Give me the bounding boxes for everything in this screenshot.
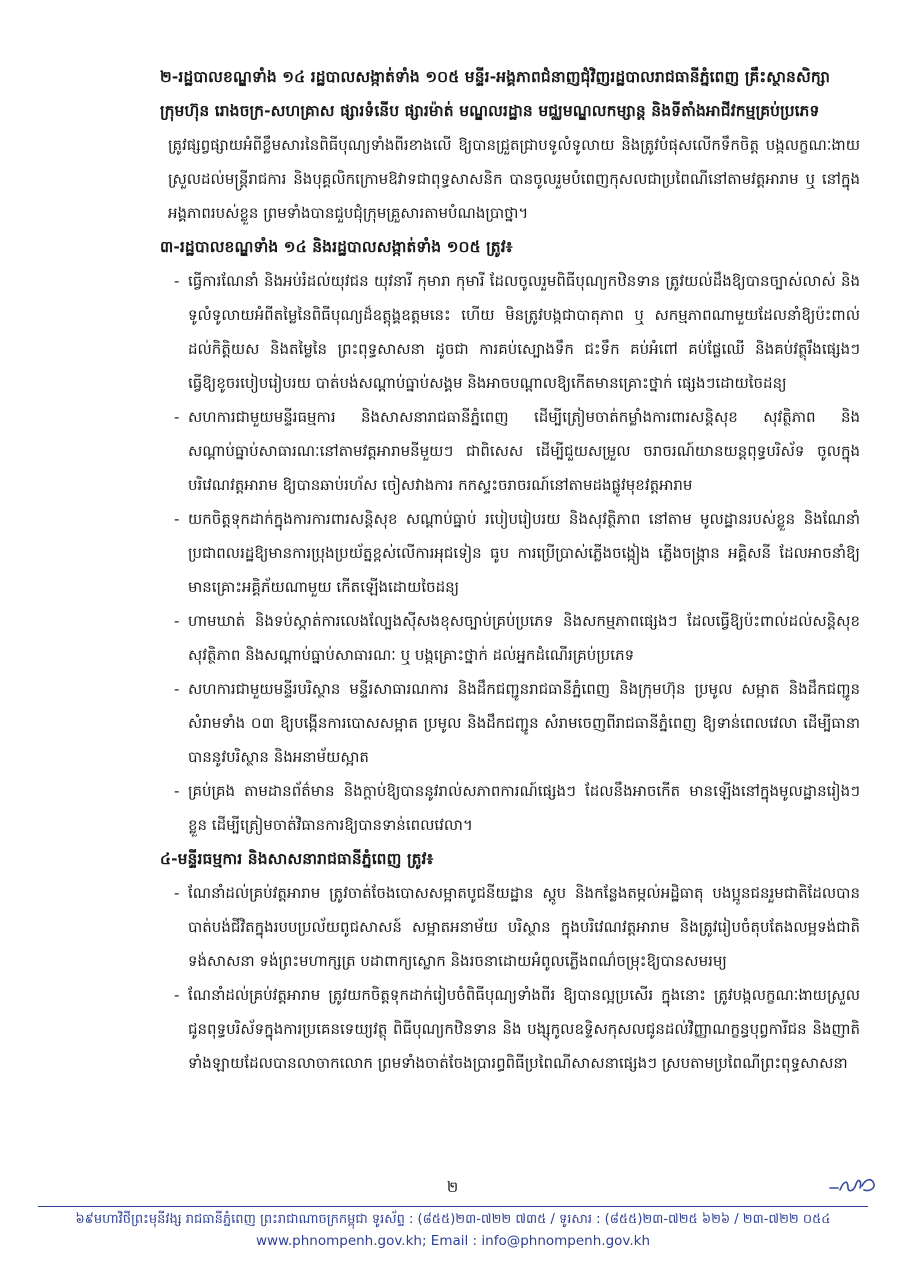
bullet-dash: - <box>174 612 180 630</box>
bullet-text: គ្រប់គ្រង តាមដានព័ត៌មាន និងក្តាប់ឱ្យបាននូវរាល់សភាពការណ៍ផ្សេងៗ ដែលនឹងអាចកើត មានឡើងនៅក្នុងមូលដ្ឋានរៀងៗខ្លួន ដើម្បីត្រៀមចាត់វិធានការឱ្យបានទាន់ពេលវេលា។ <box>188 782 860 834</box>
bullet-dash: - <box>174 884 180 902</box>
section-4-heading: ៤-មន្ទីរធម្មការ និងសាសនារាជធានីភ្នំពេញ ត្រូវ៖ <box>160 850 434 868</box>
bullet-text: សហការជាមួយមន្ទីរបរិស្ថាន មន្ទីរសាធារណការ និងដឹកជញ្ជូនរាជធានីភ្នំពេញ និងក្រុមហ៊ុន ប្រមូល សម្អាត និងដឹកជញ្ជូនសំរាមទាំង ០៣ ឱ្យបង្កើនការបោសសម្អាត ប្រមូល និងដឹកជញ្ជូន សំរាមចេញពីរាជធានីភ្នំពេញ ឱ្យទាន់ពេលវេលា ដើម្បីធានាបាននូវបរិស្ថាន និងអនាម័យស្អាត <box>188 680 860 766</box>
section-3-bullet <box>160 502 860 604</box>
bullet-dash: - <box>174 408 180 426</box>
bullet-dash: - <box>174 680 180 698</box>
section-2-text: ត្រូវផ្សព្វផ្សាយអំពីខ្លឹមសារនៃពិធីបុណ្យទាំងពីរខាងលើ ឱ្យបានជ្រួតជ្រាបទូលំទូលាយ និងត្រូវបំផុសលើកទឹកចិត្ត បង្កលក្ខណៈងាយស្រួលដល់មន្ត្រីរាជការ និងបុគ្គលិកក្រោមឱវាទជាពុទ្ធសាសនិក បានចូលរួមបំពេញកុសលជាប្រពៃណីនៅតាមវត្តអារាម ឬ នៅក្នុងអង្គភាពរបស់ខ្លួន ព្រមទាំងបានជួបជុំក្រុមគ្រួសារតាមបំណងប្រាថ្នា។ <box>168 136 860 222</box>
bullet-dash: - <box>174 986 180 1004</box>
section-2-heading: ២-រដ្ឋបាលខណ្ឌទាំង ១៤ រដ្ឋបាលសង្កាត់ទាំង ១០៥ មន្ទីរ-អង្គភាពជំនាញជុំវិញរដ្ឋបាលរាជធានីភ្នំពេញ គ្រឹះស្ថានសិក្សា ក្រុមហ៊ុន រោងចក្រ-សហគ្រាស ផ្សារទំនើប ផ្សារម៉ាត់ មណ្ឌលរដ្ឋាន មជ្ឈមណ្ឌលកម្សាន្ត និងទីតាំងអាជីវកម្មគ្រប់ប្រភេទ <box>160 68 831 120</box>
section-3-bullet <box>160 672 860 774</box>
section-3-bullet <box>160 400 860 502</box>
bullet-text: ធ្វើការណែនាំ និងអប់រំដល់យុវជន យុវនារី កុមារា កុមារី ដែលចូលរួមពិធីបុណ្យកឋិនទាន ត្រូវយល់ដឹងឱ្យបានច្បាស់លាស់ និងទូលំទូលាយអំពីតម្លៃនៃពិធីបុណ្យដ៏ឧត្តុង្គឧត្តមនេះ ហើយ មិនត្រូវបង្កជាបាតុភាព ឬ សកម្មភាពណាមួយដែលនាំឱ្យប៉ះពាល់ដល់កិត្តិយស និងតម្លៃនៃ ព្រះពុទ្ធសាសនា ដូចជា ការគប់ស្បោងទឹក ជះទឹក គប់អំពៅ គប់ផ្លែឈើ និងគប់វត្ថុរឹងផ្សេងៗ ធ្វើឱ្យខូចរបៀបរៀបរយ បាត់បង់សណ្តាប់ធ្នាប់សង្គម និងអាចបណ្តាលឱ្យកើតមានគ្រោះថ្នាក់ ផ្សេងៗដោយចៃដន្យ <box>188 272 860 392</box>
bullet-text: សហការជាមួយមន្ទីរធម្មការ និងសាសនារាជធានីភ្នំពេញ ដើម្បីត្រៀមចាត់កម្លាំងការពារសន្តិសុខ សុវត្ថិភាព និងសណ្តាប់ធ្នាប់សាធារណៈនៅតាមវត្តអារាមនីមួយៗ ជាពិសេស ដើម្បីជួយសម្រួល ចរាចរណ៍យានយន្តពុទ្ធបរិស័ទ ចូលក្នុងបរិវេណវត្តអារាម ឱ្យបានឆាប់រហ័ស ចៀសវាងការ កកស្ទះចរាចរណ៍នៅតាមដងផ្លូវមុខវត្តអារាម <box>188 408 860 494</box>
page-number: ២ <box>446 1178 459 1196</box>
document-body <box>160 60 860 1080</box>
section-3-bullet <box>160 604 860 672</box>
section-3-bullet <box>160 264 860 400</box>
bullet-dash: - <box>174 782 180 800</box>
bullet-text: ណែនាំដល់គ្រប់វត្តអារាម ត្រូវចាត់ចែងបោសសម្អាតបូជនីយដ្ឋាន ស្តូប និងកន្លែងតម្កល់អដ្ឋិធាតុ បងប្អូនជនរួមជាតិដែលបានបាត់បង់ជីវិតក្នុងរបបប្រល័យពូជសាសន៍ សម្អាតអនាម័យ បរិស្ថាន ក្នុងបរិវេណវត្តអារាម និងត្រូវរៀបចំតុបតែងលម្អទង់ជាតិ ទង់សាសនា ទង់ព្រះមហាក្សត្រ បដាពាក្យស្លោក និងរចនាដោយអំពូលភ្លើងពណ៌ចម្រុះឱ្យបានសមរម្យ <box>188 884 860 970</box>
section-3-heading: ៣-រដ្ឋបាលខណ្ឌទាំង ១៤ និងរដ្ឋបាលសង្កាត់ទាំង ១០៥ ត្រូវ៖ <box>160 238 513 256</box>
footer-web-email: www.phnompenh.gov.kh; Email : info@phnompenh.gov.kh <box>255 1233 651 1249</box>
section-3-bullet <box>160 774 860 842</box>
handwritten-initials <box>828 1174 878 1196</box>
bullet-text: យកចិត្តទុកដាក់ក្នុងការការពារសន្តិសុខ សណ្តាប់ធ្នាប់ របៀបរៀបរយ និងសុវត្ថិភាព នៅតាម មូលដ្ឋានរបស់ខ្លួន និងណែនាំប្រជាពលរដ្ឋឱ្យមានការប្រុងប្រយ័ត្នខ្ពស់លើការអុជទៀន ធូប ការប្រើប្រាស់ភ្លើងចង្កៀង ភ្លើងចង្ក្រាន អគ្គិសនី ដែលអាចនាំឱ្យមានគ្រោះអគ្គិភ័យណាមួយ កើតឡើងដោយចៃដន្យ <box>188 510 860 596</box>
bullet-dash: - <box>174 272 180 290</box>
footer-divider <box>38 1206 868 1207</box>
section-4-bullet <box>160 876 860 978</box>
bullet-text: ណែនាំដល់គ្រប់វត្តអារាម ត្រូវយកចិត្តទុកដាក់រៀបចំពិធីបុណ្យទាំងពីរ ឱ្យបានល្អប្រសើរ ក្នុងនោះ ត្រូវបង្កលក្ខណៈងាយស្រួលជូនពុទ្ធបរិស័ទក្នុងការប្រគេនទេយ្យវត្ថុ ពិធីបុណ្យកឋិនទាន និង បង្សុកូលឧទ្ទិសកុសលជូនដល់វិញ្ញាណក្ខន្ធបុព្វការីជន និងញាតិទាំងឡាយដែលបានលាចាកលោក ព្រមទាំងចាត់ចែងប្រារព្ធពិធីប្រពៃណីសាសនាផ្សេងៗ ស្របតាមប្រពៃណីព្រះពុទ្ធសាសនា <box>188 986 860 1072</box>
footer-address: ៦៩មហាវិថីព្រះមុនីវង្ស រាជធានីភ្នំពេញ ព្រះរាជាណាចក្រកម្ពុជា ទូរស័ព្ទ : (៨៥៥)២៣-៧២២ ៧៣៥ / ទូរសារ : (៨៥៥)២៣-៧២៥ ៦២៦ / ២៣-៧២២ ០៥៤ <box>75 1212 831 1227</box>
bullet-dash: - <box>174 510 180 528</box>
bullet-text: ហាមឃាត់ និងទប់ស្កាត់ការលេងល្បែងស៊ីសងខុសច្បាប់គ្រប់ប្រភេទ និងសកម្មភាពផ្សេងៗ ដែលធ្វើឱ្យប៉ះពាល់ដល់សន្តិសុខ សុវត្ថិភាព និងសណ្តាប់ធ្នាប់សាធារណៈ ឬ បង្កគ្រោះថ្នាក់ ដល់អ្នកដំណើរគ្រប់ប្រភេទ <box>188 612 860 664</box>
section-4-bullet <box>160 978 860 1080</box>
